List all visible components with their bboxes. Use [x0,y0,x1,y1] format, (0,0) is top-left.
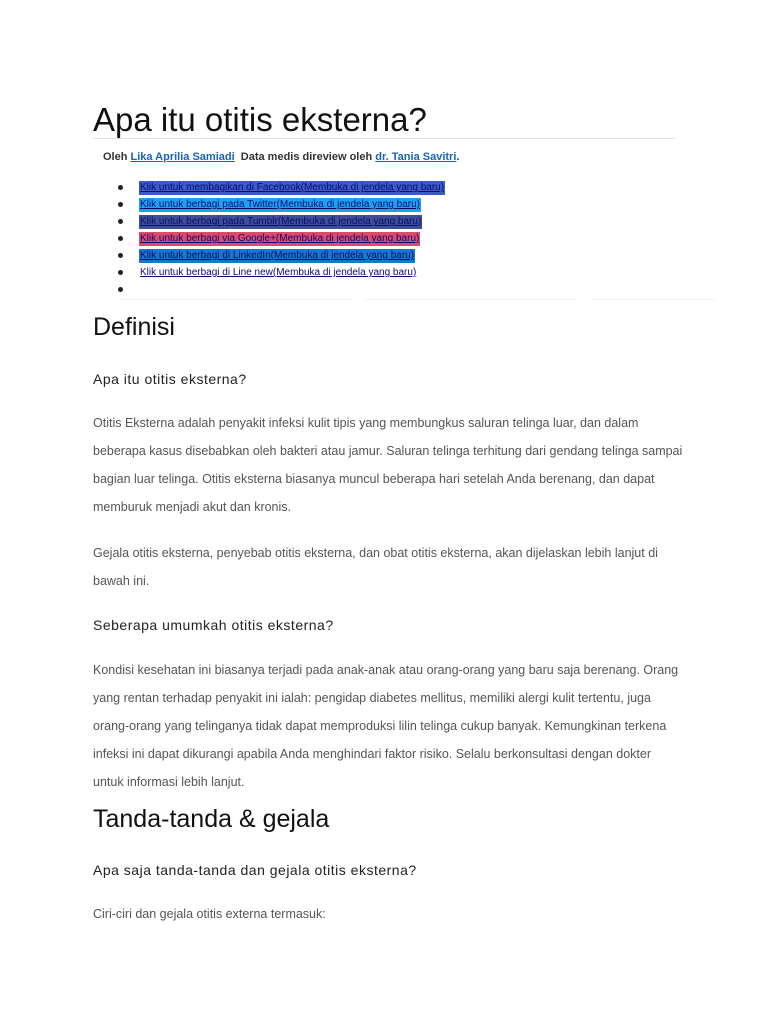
share-googleplus-link[interactable]: Klik untuk berbagi via Google+(Membuka di jendela yang baru) [140,233,420,244]
reviewer-link[interactable]: dr. Tania Savitri [375,151,457,163]
byline-middle: Data medis direview oleh [234,151,376,163]
share-line-link[interactable]: Klik untuk berbagi di Line new(Membuka di jendela yang baru) [140,267,417,278]
section-heading-definisi: Definisi [93,313,175,341]
share-divider [590,299,715,300]
bullet-icon [118,202,123,207]
paragraph: Kondisi kesehatan ini biasanya terjadi pada anak-anak atau orang-orang yang baru saja berenang. Orang yang rentan terhadap penyakit ini ialah: pengidap diabetes mellitus, memiliki alergi kulit tertentu, juga orang-orang yang telinganya tidak dapat memproduksi lilin telinga cukup banyak. Kemungkinan terkena infeksi ini dapat dikurangi apabila Anda menghindari faktor risiko. Selalu berkonsultasi dengan dokter untuk informasi lebih lanjut. [93,663,679,789]
byline [103,150,459,164]
bullet-icon [118,270,123,275]
paragraph: Ciri-ciri dan gejala otitis externa termasuk: [93,907,326,921]
bullet-icon [118,253,123,258]
byline-suffix: . [456,151,460,163]
share-divider [118,299,350,300]
bullet-icon [118,219,123,224]
article-title: Apa itu otitis eksterna? [93,101,427,138]
bullet-icon [118,287,123,292]
section-heading-gejala: Tanda-tanda & gejala [93,805,330,833]
question-heading: Seberapa umumkah otitis eksterna? [93,617,334,633]
bullet-icon [118,185,123,190]
share-divider [365,299,575,300]
title-divider [93,138,675,139]
paragraph: Gejala otitis eksterna, penyebab otitis eksterna, dan obat otitis eksterna, akan dijelaskan lebih lanjut di bawah ini. [93,546,658,588]
share-tumblr-link[interactable]: Klik untuk berbagi pada Tumblr(Membuka di jendela yang baru) [140,216,422,227]
byline-prefix: Oleh [103,151,131,163]
question-heading: Apa itu otitis eksterna? [93,371,247,387]
paragraph: Otitis Eksterna adalah penyakit infeksi kulit tipis yang membungkus saluran telinga luar, dan dalam beberapa kasus disebabkan oleh bakteri atau jamur. Saluran telinga terhitung dari gendang telinga sampai bagian luar telinga. Otitis eksterna biasanya muncul beberapa hari setelah Anda berenang, dan dapat memburuk menjadi akut dan kronis. [93,416,683,514]
author-link[interactable]: Lika Aprilia Samiadi [130,151,235,163]
share-twitter-link[interactable]: Klik untuk berbagi pada Twitter(Membuka di jendela yang baru) [140,199,420,210]
bullet-icon [118,236,123,241]
question-heading: Apa saja tanda-tanda dan gejala otitis eksterna? [93,862,417,878]
share-facebook-link[interactable]: Klik untuk membagikan di Facebook(Membuka di jendela yang baru) [140,182,445,193]
share-linkedin-link[interactable]: Klik untuk berbagi di LinkedIn(Membuka di jendela yang baru) [140,250,415,261]
